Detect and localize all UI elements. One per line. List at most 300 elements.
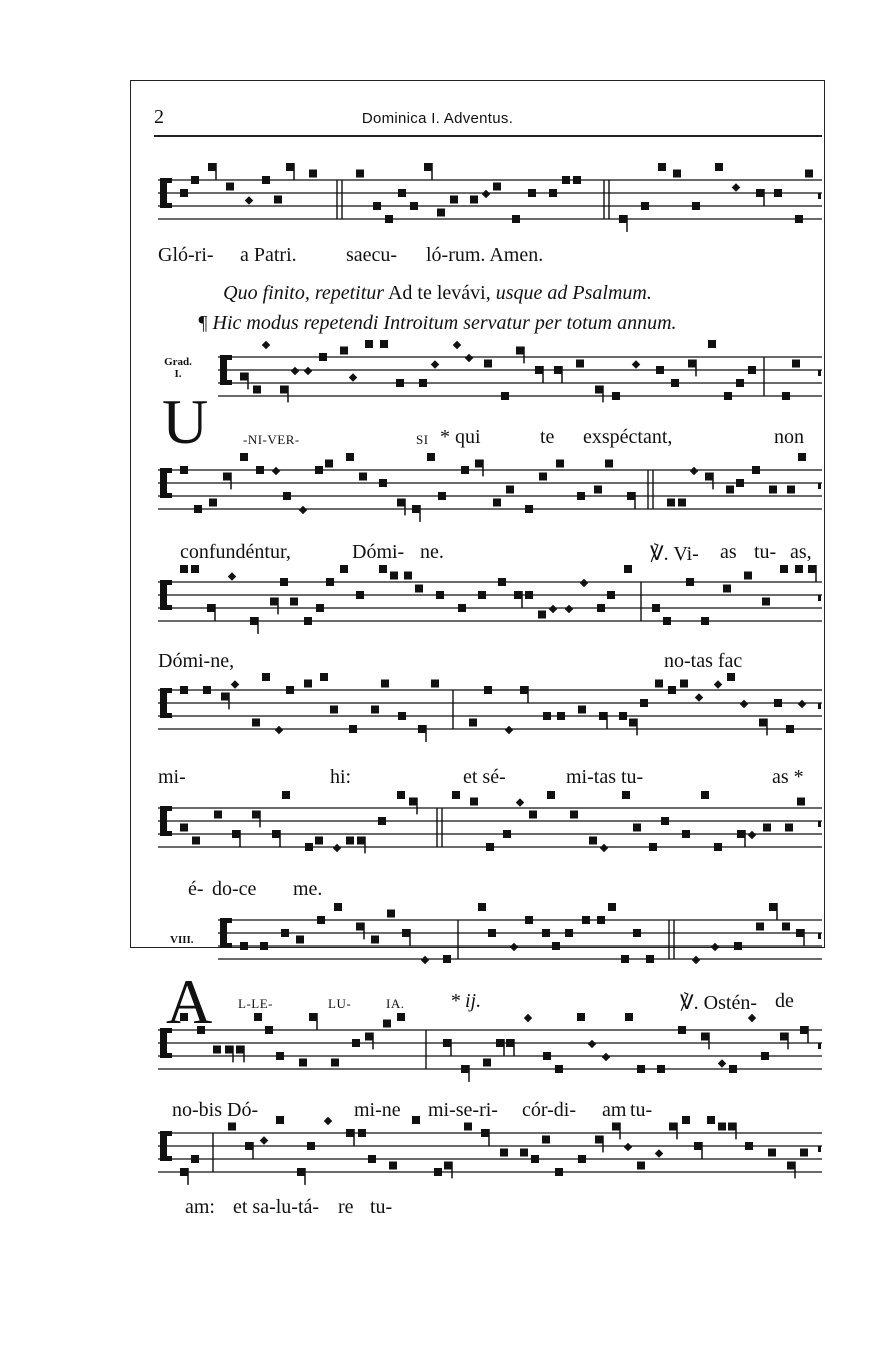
neume-punctum: [678, 1026, 686, 1034]
neume-punctum: [385, 215, 393, 223]
lyric-syllable: ló-rum. Amen.: [426, 244, 544, 266]
clef-mark: [160, 688, 172, 693]
neume-punctum: [358, 1129, 366, 1137]
neume-rhombus: [588, 1040, 596, 1048]
lyric-syllable: -NI-VER-: [243, 432, 300, 447]
neume-punctum: [280, 386, 288, 394]
neume-punctum: [649, 843, 657, 851]
neume-punctum: [346, 1129, 354, 1137]
neume-punctum: [782, 392, 790, 400]
neume-rhombus: [275, 726, 283, 734]
lyric-syllable: mi-ne: [354, 1099, 401, 1121]
neume-punctum: [427, 453, 435, 461]
neume-punctum: [245, 1142, 253, 1150]
neume-punctum: [450, 196, 458, 204]
neume-punctum: [582, 916, 590, 924]
neume-punctum: [431, 680, 439, 688]
neume-punctum: [254, 1013, 262, 1021]
neume-punctum: [274, 196, 282, 204]
neume-rhombus: [510, 943, 518, 951]
neume-punctum: [304, 617, 312, 625]
neume-punctum: [286, 163, 294, 171]
neume-punctum: [629, 719, 637, 727]
neume-rhombus: [324, 1117, 332, 1125]
neume-punctum: [535, 366, 543, 374]
neume-punctum: [461, 466, 469, 474]
neume-rhombus: [524, 1014, 532, 1022]
neume-punctum: [359, 473, 367, 481]
clef-mark: [160, 1156, 172, 1161]
neume-punctum: [299, 1059, 307, 1067]
lyric-syllable: tu-: [370, 1196, 393, 1218]
neume-punctum: [368, 1155, 376, 1163]
neume-punctum: [262, 176, 270, 184]
neume-rhombus: [565, 605, 573, 613]
neume-punctum: [543, 712, 551, 720]
lyric-syllable: ℣. Vi-: [650, 543, 699, 565]
neume-punctum: [792, 360, 800, 368]
neume-punctum: [576, 360, 584, 368]
neume-rhombus: [299, 506, 307, 514]
clef-mark: [220, 943, 232, 948]
clef-mark: [160, 580, 172, 585]
neume-punctum: [383, 1020, 391, 1028]
neume-punctum: [774, 699, 782, 707]
neume-punctum: [768, 1149, 776, 1157]
neume-punctum: [500, 1149, 508, 1157]
neume-punctum: [769, 903, 777, 911]
neume-punctum: [191, 1155, 199, 1163]
neume-punctum: [724, 392, 732, 400]
neume-punctum: [800, 1026, 808, 1034]
neume-punctum: [633, 929, 641, 937]
neume-punctum: [232, 830, 240, 838]
neume-punctum: [701, 617, 709, 625]
neume-punctum: [785, 824, 793, 832]
lyric-syllable: * ij.: [450, 990, 482, 1012]
neume-punctum: [357, 837, 365, 845]
initial-letter-a: A: [166, 966, 213, 1037]
neume-punctum: [180, 466, 188, 474]
neume-punctum: [378, 817, 386, 825]
neume-punctum: [736, 479, 744, 487]
neume-punctum: [397, 499, 405, 507]
neume-punctum: [221, 693, 229, 701]
neume-punctum: [577, 1013, 585, 1021]
neume-punctum: [397, 1013, 405, 1021]
neume-punctum: [556, 460, 564, 468]
neume-punctum: [331, 1059, 339, 1067]
neume-punctum: [365, 1033, 373, 1041]
neume-rhombus: [516, 798, 524, 806]
neume-punctum: [180, 565, 188, 573]
neume-punctum: [577, 492, 585, 500]
neume-punctum: [525, 505, 533, 513]
neume-punctum: [253, 386, 261, 394]
neume-punctum: [680, 680, 688, 688]
neume-punctum: [256, 466, 264, 474]
clef-mark: [160, 806, 172, 811]
clef-mark: [160, 713, 172, 718]
neume-rhombus: [245, 196, 253, 204]
neume-punctum: [657, 1065, 665, 1073]
neume-punctum: [637, 1065, 645, 1073]
lyric-syllable: ne.: [420, 541, 444, 563]
rubric-line-1: Quo finito, repetitur Ad te levávi, usque ad Psalmum.: [223, 282, 652, 304]
neume-punctum: [478, 591, 486, 599]
neume-punctum: [529, 811, 537, 819]
neume-punctum: [192, 837, 200, 845]
neume-punctum: [309, 1013, 317, 1021]
neume-punctum: [379, 479, 387, 487]
neume-rhombus: [272, 467, 280, 475]
paragraph-mark: ¶: [198, 312, 208, 334]
neume-punctum: [325, 460, 333, 468]
neume-punctum: [262, 673, 270, 681]
neume-rhombus: [695, 693, 703, 701]
custos: [818, 483, 821, 489]
neume-punctum: [714, 843, 722, 851]
neume-punctum: [410, 202, 418, 210]
neume-punctum: [226, 183, 234, 191]
neume-punctum: [436, 591, 444, 599]
neume-punctum: [715, 163, 723, 171]
neume-punctum: [461, 1065, 469, 1073]
neume-rhombus: [690, 467, 698, 475]
clef-mark: [160, 203, 172, 208]
neume-punctum: [796, 929, 804, 937]
neume-punctum: [409, 798, 417, 806]
custos: [818, 933, 821, 939]
lyric-syllable: a Patri.: [240, 244, 297, 266]
lyric-syllable: cór-di-: [522, 1099, 577, 1121]
neume-punctum: [640, 699, 648, 707]
lyric-syllable: SI: [416, 432, 429, 447]
neume-punctum: [762, 598, 770, 606]
neume-punctum: [330, 706, 338, 714]
neume-punctum: [597, 604, 605, 612]
neume-punctum: [701, 1033, 709, 1041]
neume-punctum: [397, 791, 405, 799]
neume-punctum: [286, 686, 294, 694]
neume-punctum: [260, 942, 268, 950]
neume-punctum: [371, 936, 379, 944]
neume-punctum: [356, 591, 364, 599]
clef-mark: [160, 1131, 172, 1136]
neume-punctum: [539, 473, 547, 481]
neume-punctum: [282, 791, 290, 799]
neume-punctum: [787, 1162, 795, 1170]
neume-punctum: [307, 1142, 315, 1150]
neume-punctum: [624, 565, 632, 573]
neume-rhombus: [262, 341, 270, 349]
neume-punctum: [646, 955, 654, 963]
neume-punctum: [552, 942, 560, 950]
neume-punctum: [595, 1136, 603, 1144]
neume-punctum: [663, 617, 671, 625]
lyric-syllable: * qui: [440, 426, 481, 448]
neume-punctum: [554, 366, 562, 374]
neume-punctum: [484, 686, 492, 694]
neume-punctum: [627, 492, 635, 500]
neume-punctum: [356, 923, 364, 931]
neume-punctum: [694, 1142, 702, 1150]
neume-punctum: [780, 1033, 788, 1041]
neume-punctum: [484, 360, 492, 368]
neume-rhombus: [421, 956, 429, 964]
neume-rhombus: [228, 572, 236, 580]
lyric-syllable: non: [774, 426, 804, 448]
neume-punctum: [549, 189, 557, 197]
neume-punctum: [525, 916, 533, 924]
neume-punctum: [486, 843, 494, 851]
neume-punctum: [483, 1059, 491, 1067]
neume-rhombus: [505, 726, 513, 734]
neume-punctum: [281, 929, 289, 937]
neume-punctum: [265, 1026, 273, 1034]
lyric-syllable: am:: [185, 1196, 215, 1218]
neume-rhombus: [748, 831, 756, 839]
neume-punctum: [434, 1168, 442, 1176]
neume-punctum: [418, 725, 426, 733]
lyric-syllable: et sé-: [463, 766, 506, 788]
neume-punctum: [319, 353, 327, 361]
neume-punctum: [340, 347, 348, 355]
neume-punctum: [798, 453, 806, 461]
neume-punctum: [349, 725, 357, 733]
custos: [818, 821, 821, 827]
neume-punctum: [736, 379, 744, 387]
lyric-syllable: am: [602, 1099, 627, 1121]
neume-punctum: [656, 366, 664, 374]
neume-punctum: [520, 686, 528, 694]
neume-punctum: [381, 680, 389, 688]
neume-rhombus: [549, 605, 557, 613]
neume-punctum: [555, 1065, 563, 1073]
neume-rhombus: [600, 844, 608, 852]
lyric-syllable: as: [720, 541, 737, 563]
lyric-syllable: re: [338, 1196, 354, 1218]
neume-punctum: [669, 1123, 677, 1131]
neume-punctum: [565, 929, 573, 937]
clef-mark: [220, 918, 232, 923]
lyric-syllable: confundéntur,: [180, 541, 291, 563]
neume-punctum: [744, 572, 752, 580]
neume-punctum: [503, 830, 511, 838]
neume-punctum: [808, 565, 816, 573]
neume-punctum: [380, 340, 388, 348]
neume-punctum: [326, 578, 334, 586]
neume-punctum: [761, 1052, 769, 1060]
neume-punctum: [621, 955, 629, 963]
neume-punctum: [398, 189, 406, 197]
neume-punctum: [236, 1046, 244, 1054]
neume-punctum: [493, 183, 501, 191]
custos: [818, 595, 821, 601]
neume-punctum: [652, 604, 660, 612]
neume-punctum: [625, 1013, 633, 1021]
neume-punctum: [763, 824, 771, 832]
neume-punctum: [506, 486, 514, 494]
neume-punctum: [688, 360, 696, 368]
neume-rhombus: [692, 956, 700, 964]
neume-punctum: [658, 163, 666, 171]
neume-rhombus: [465, 354, 473, 362]
neume-punctum: [673, 170, 681, 178]
neume-punctum: [488, 929, 496, 937]
lyric-syllable: IA.: [386, 996, 405, 1011]
neume-punctum: [759, 719, 767, 727]
neume-punctum: [180, 686, 188, 694]
lyric-syllable: é-: [188, 878, 204, 900]
neume-punctum: [352, 1039, 360, 1047]
neume-punctum: [612, 392, 620, 400]
neume-punctum: [661, 817, 669, 825]
neume-punctum: [444, 1162, 452, 1170]
neume-punctum: [340, 565, 348, 573]
neume-punctum: [619, 712, 627, 720]
lyric-syllable: as,: [790, 541, 812, 563]
neume-punctum: [589, 837, 597, 845]
neume-rhombus: [333, 844, 341, 852]
neume-punctum: [365, 340, 373, 348]
neume-punctum: [608, 903, 616, 911]
neume-punctum: [223, 473, 231, 481]
neume-punctum: [774, 189, 782, 197]
neume-rhombus: [714, 680, 722, 688]
neume-punctum: [207, 604, 215, 612]
neume-rhombus: [431, 360, 439, 368]
neume-rhombus: [349, 373, 357, 381]
gradual-label: Grad. I.: [164, 356, 192, 380]
neume-punctum: [209, 499, 217, 507]
neume-punctum: [512, 215, 520, 223]
clef-mark: [160, 493, 172, 498]
neume-rhombus: [798, 700, 806, 708]
neume-punctum: [346, 837, 354, 845]
neume-punctum: [578, 706, 586, 714]
neume-punctum: [599, 712, 607, 720]
neume-punctum: [290, 598, 298, 606]
neume-punctum: [570, 811, 578, 819]
neume-punctum: [203, 686, 211, 694]
neume-punctum: [180, 1168, 188, 1176]
neume-punctum: [795, 565, 803, 573]
custos: [818, 703, 821, 709]
neume-punctum: [296, 936, 304, 944]
lyric-syllable: L-LE-: [238, 996, 273, 1011]
neume-punctum: [396, 379, 404, 387]
neume-punctum: [283, 492, 291, 500]
neume-punctum: [346, 453, 354, 461]
lyric-syllable: de: [775, 990, 794, 1012]
custos: [818, 193, 821, 199]
neume-punctum: [734, 942, 742, 950]
neume-punctum: [390, 572, 398, 580]
neume-punctum: [379, 565, 387, 573]
neume-punctum: [309, 170, 317, 178]
neume-rhombus: [740, 700, 748, 708]
neume-punctum: [528, 189, 536, 197]
neume-punctum: [228, 1123, 236, 1131]
lyric-syllable: Gló-ri-: [158, 244, 214, 266]
lyric-syllable: Dómi-: [352, 541, 405, 563]
neume-punctum: [214, 811, 222, 819]
neume-punctum: [252, 719, 260, 727]
clef-mark: [160, 178, 172, 183]
neume-punctum: [501, 392, 509, 400]
clef-mark: [160, 605, 172, 610]
neume-punctum: [276, 1116, 284, 1124]
neume-punctum: [800, 1149, 808, 1157]
neume-punctum: [597, 916, 605, 924]
neume-punctum: [682, 1116, 690, 1124]
neume-punctum: [555, 1168, 563, 1176]
lyric-syllable: exspéctant,: [583, 426, 673, 448]
neume-punctum: [419, 379, 427, 387]
neume-punctum: [194, 505, 202, 513]
neume-punctum: [718, 1123, 726, 1131]
neume-punctum: [605, 460, 613, 468]
neume-rhombus: [453, 341, 461, 349]
neume-punctum: [240, 942, 248, 950]
neume-rhombus: [632, 360, 640, 368]
neume-punctum: [225, 1046, 233, 1054]
neume-punctum: [398, 712, 406, 720]
neume-punctum: [334, 903, 342, 911]
neume-punctum: [458, 604, 466, 612]
neume-rhombus: [482, 190, 490, 198]
lyric-syllable: mi-tas tu-: [566, 766, 644, 788]
neume-punctum: [705, 473, 713, 481]
neume-punctum: [543, 1052, 551, 1060]
neume-punctum: [280, 578, 288, 586]
neume-punctum: [607, 591, 615, 599]
neume-punctum: [270, 598, 278, 606]
neume-punctum: [320, 673, 328, 681]
neume-punctum: [180, 824, 188, 832]
clef-mark: [160, 831, 172, 836]
neume-punctum: [191, 176, 199, 184]
neume-punctum: [443, 955, 451, 963]
clef-mark: [220, 355, 232, 360]
neume-punctum: [304, 680, 312, 688]
lyric-syllable: tu-: [754, 541, 777, 563]
neume-punctum: [619, 215, 627, 223]
neume-punctum: [538, 611, 546, 619]
neume-punctum: [531, 1155, 539, 1163]
neume-punctum: [373, 202, 381, 210]
lyric-syllable: do-ce: [212, 878, 257, 900]
lyric-syllable: et sa-lu-tá-: [233, 1196, 320, 1218]
neume-punctum: [612, 1123, 620, 1131]
neume-punctum: [594, 486, 602, 494]
neume-punctum: [727, 673, 735, 681]
neume-punctum: [752, 466, 760, 474]
neume-punctum: [498, 578, 506, 586]
neume-rhombus: [718, 1059, 726, 1067]
neume-punctum: [250, 617, 258, 625]
neume-punctum: [516, 347, 524, 355]
lyric-syllable: no-bis Dó-: [172, 1099, 259, 1121]
neume-punctum: [542, 929, 550, 937]
neume-punctum: [633, 824, 641, 832]
neume-punctum: [637, 1162, 645, 1170]
neume-punctum: [795, 215, 803, 223]
clef-mark: [220, 380, 232, 385]
neume-punctum: [542, 1136, 550, 1144]
neume-punctum: [782, 923, 790, 931]
